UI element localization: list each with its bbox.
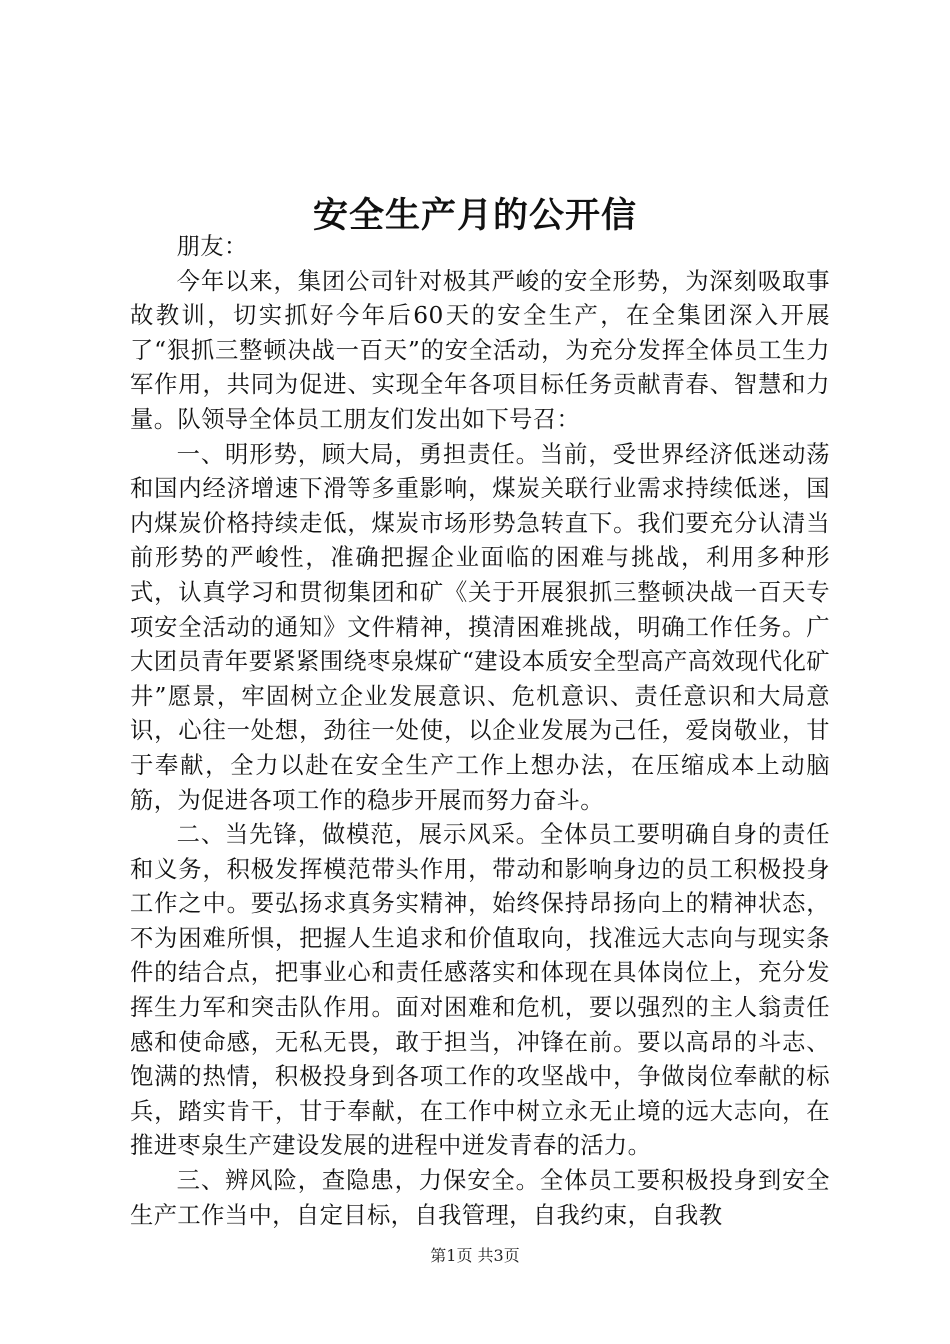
paragraph-section-one: 一、明形势，顾大局，勇担责任。当前，受世界经济低迷动荡和国内经济增速下滑等多重影响，煤炭关联行业需求持续低迷，国内煤炭价格持续走低，煤炭市场形势急转直下。我们要充分认清当前形势的严峻性，准确把握企业面临的困难与挑战，利用多种形式，认真学习和贯彻集团和矿《关于开展狠抓三整顿决战一百天专项安全活动的通知》文件精神，摸清困难挑战，明确工作任务。广大团员青年要紧紧围绕枣泉煤矿“建设本质安全型高产高效现代化矿井”愿景，牢固树立企业发展意识、危机意识、责任意识和大局意识，心往一处想，劲往一处使，以企业发展为己任，爱岗敬业，甘于奉献，全力以赴在安全生产工作上想办法，在压缩成本上动脑筋，为促进各项工作的稳步开展而努力奋斗。: [130, 440, 830, 814]
page-number-footer: 第1页 共3页: [430, 1246, 520, 1265]
greeting-line: 朋友：: [176, 233, 248, 260]
paragraph-section-three: 三、辨风险，查隐患，力保安全。全体员工要积极投身到安全生产工作当中，自定目标，自我管理，自我约束，自我教: [130, 1167, 830, 1229]
document-title: 安全生产月的公开信: [312, 195, 637, 236]
document-body: [130, 230, 830, 1233]
paragraph-section-two: 二、当先锋，做模范，展示风采。全体员工要明确自身的责任和义务，积极发挥模范带头作用，带动和影响身边的员工积极投身工作之中。要弘扬求真务实精神，始终保持昂扬向上的精神状态，不为困难所惧，把握人生追求和价值取向，找准远大志向与现实条件的结合点，把事业心和责任感落实和体现在具体岗位上，充分发挥生力军和突击队作用。面对困难和危机，要以强烈的主人翁责任感和使命感，无私无畏，敢于担当，冲锋在前。要以高昂的斗志、饱满的热情，积极投身到各项工作的攻坚战中，争做岗位奉献的标兵，踏实肯干，甘于奉献，在工作中树立永无止境的远大志向，在推进枣泉生产建设发展的进程中迸发青春的活力。: [130, 821, 830, 1160]
paragraph-intro: 今年以来，集团公司针对极其严峻的安全形势，为深刻吸取事故教训，切实抓好今年后60天的安全生产，在全集团深入开展了“狠抓三整顿决战一百天”的安全活动，为充分发挥全体员工生力军作用，共同为促进、实现全年各项目标任务贡献青春、智慧和力量。队领导全体员工朋友们发出如下号召：: [130, 267, 830, 433]
